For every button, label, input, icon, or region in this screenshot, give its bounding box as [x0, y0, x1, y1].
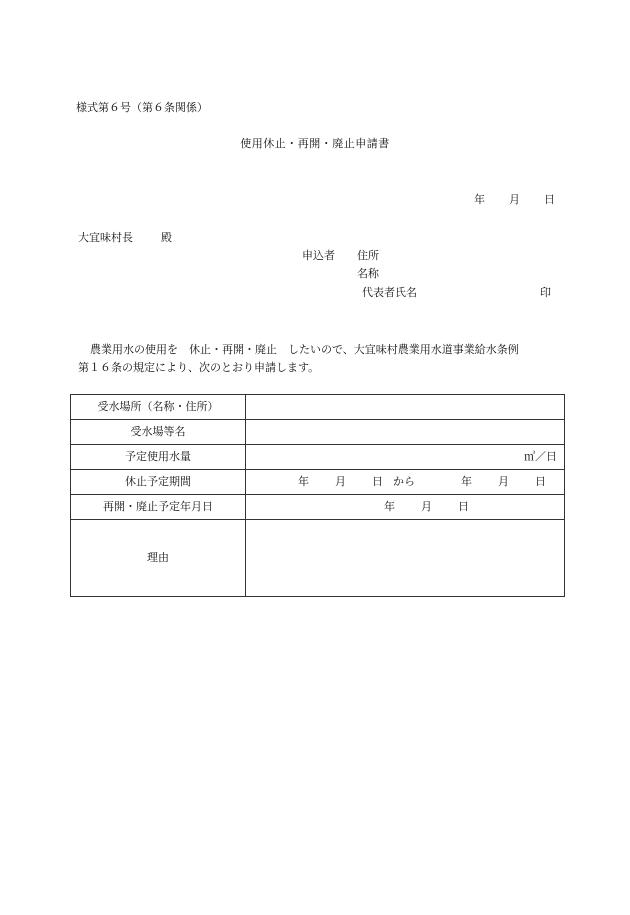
date-line	[474, 193, 555, 207]
resume-date-label: 再開・廃止予定年月日	[71, 495, 246, 520]
table-row	[71, 420, 565, 445]
table-row	[71, 520, 565, 597]
form-number: 様式第６号（第６条関係）	[76, 101, 208, 114]
period-start-month: 月	[335, 475, 346, 488]
table-row	[71, 445, 565, 470]
suspension-period-field[interactable]	[246, 470, 565, 495]
location-field[interactable]	[246, 395, 565, 420]
seal-mark: 印	[540, 286, 551, 299]
location-label: 受水場所（名称・住所）	[71, 395, 246, 420]
water-volume-field[interactable]	[246, 445, 565, 470]
date-day: 日	[544, 193, 555, 206]
period-dates	[298, 475, 546, 489]
period-from: から	[393, 475, 415, 488]
application-table	[70, 394, 565, 597]
period-end-month: 月	[498, 475, 509, 488]
reason-label: 理由	[71, 520, 246, 597]
addressee-honorific: 殿	[161, 231, 172, 244]
applicant-label: 申込者	[302, 249, 335, 262]
volume-unit: ㎥／日	[524, 450, 557, 463]
body-text-line2: 第１６条の規定により、次のとおり申請します。	[78, 361, 320, 374]
period-end-day: 日	[535, 475, 546, 488]
resume-dates	[384, 500, 469, 514]
table-row	[71, 395, 565, 420]
date-year: 年	[474, 193, 485, 206]
address-label: 住所	[357, 249, 379, 262]
station-name-label: 受水場等名	[71, 420, 246, 445]
station-name-field[interactable]	[246, 420, 565, 445]
period-start-day: 日	[372, 475, 383, 488]
resume-day: 日	[458, 500, 469, 513]
resume-month: 月	[421, 500, 432, 513]
body-text-line1: 農業用水の使用を 休止・再開・廃止 したいので、大宜味村農業用水道事業給水条例	[90, 343, 519, 356]
table-row	[71, 495, 565, 520]
name-label: 名称	[357, 267, 379, 280]
addressee	[78, 231, 172, 245]
resume-year: 年	[384, 500, 395, 513]
period-end-year: 年	[461, 475, 472, 488]
addressee-name: 大宜味村長	[78, 231, 133, 244]
resume-date-field[interactable]	[246, 495, 565, 520]
suspension-period-label: 休止予定期間	[71, 470, 246, 495]
water-volume-label: 予定使用水量	[71, 445, 246, 470]
period-start-year: 年	[298, 475, 309, 488]
table-row	[71, 470, 565, 495]
document-title: 使用休止・再開・廃止申請書	[240, 137, 390, 150]
reason-field[interactable]	[246, 520, 565, 597]
date-month: 月	[509, 193, 520, 206]
representative-label: 代表者氏名	[362, 286, 417, 299]
